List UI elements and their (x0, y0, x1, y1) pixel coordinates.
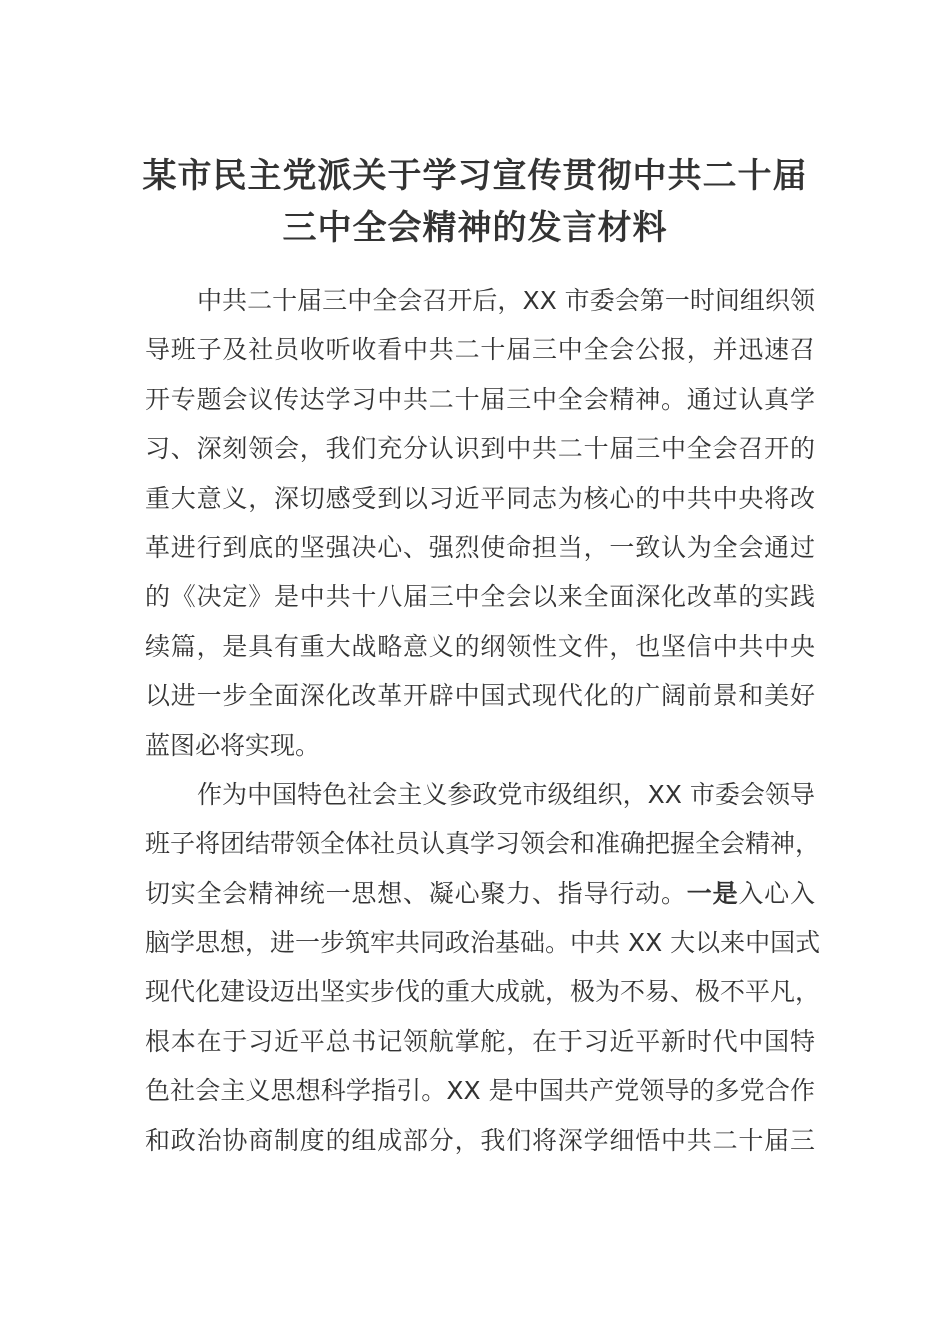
paragraph-2-line-8: 和政治协商制度的组成部分，我们将深学细悟中共二十届三 (145, 1125, 815, 1155)
paragraph-1-line-8: 续篇，是具有重大战略意义的纲领性文件，也坚信中共中央 (145, 631, 815, 661)
paragraph-2-line-6: 根本在于习近平总书记领航掌舵，在于习近平新时代中国特 (145, 1026, 815, 1056)
title-line-2: 三中全会精神的发言材料 (282, 208, 668, 248)
paragraph-2-line-2: 班子将团结带领全体社员认真学习领会和准确把握全会精神， (145, 829, 821, 859)
paragraph-1-line-4: 习、深刻领会，我们充分认识到中共二十届三中全会召开的 (145, 434, 815, 464)
paragraph-1-line-3: 开专题会议传达学习中共二十届三中全会精神。通过认真学 (145, 384, 815, 414)
paragraph-1-line-10: 蓝图必将实现。 (145, 730, 321, 760)
document-title (120, 150, 830, 254)
paragraph-1-line-5: 重大意义，深切感受到以习近平同志为核心的中共中央将改 (145, 483, 815, 513)
paragraph-2-line-1: 作为中国特色社会主义参政党市级组织，XX 市委会领导 (197, 779, 815, 809)
paragraph-1-line-6: 革进行到底的坚强决心、强烈使命担当，一致认为全会通过 (145, 532, 815, 562)
paragraph-1-line-1: 中共二十届三中全会召开后，XX 市委会第一时间组织领 (197, 286, 815, 315)
paragraph-2-line-3-tail: 入心入 (738, 878, 815, 908)
paragraph-2-line-3-text: 切实全会精神统一思想、凝心聚力、指导行动。 (145, 878, 687, 908)
emphasis-yi-shi: 一是 (686, 878, 739, 908)
paragraph-2-line-3 (145, 869, 815, 918)
paragraph-1-line-9: 以进一步全面深化改革开辟中国式现代化的广阔前景和美好 (145, 681, 815, 711)
paragraph-1-line-7: 的《决定》是中共十八届三中全会以来全面深化改革的实践 (145, 582, 815, 612)
title-line-1: 某市民主党派关于学习宣传贯彻中共二十届 (142, 156, 808, 196)
paragraph-2-line-4: 脑学思想，进一步筑牢共同政治基础。中共 XX 大以来中国式 (145, 928, 821, 958)
paragraph-2-line-5: 现代化建设迈出坚实步伐的重大成就，极为不易、极不平凡， (145, 977, 821, 1007)
document-body (145, 276, 821, 1165)
paragraph-2-line-7: 色社会主义思想科学指引。XX 是中国共产党领导的多党合作 (145, 1076, 815, 1106)
paragraph-1-line-2: 导班子及社员收听收看中共二十届三中全会公报，并迅速召 (145, 335, 815, 365)
